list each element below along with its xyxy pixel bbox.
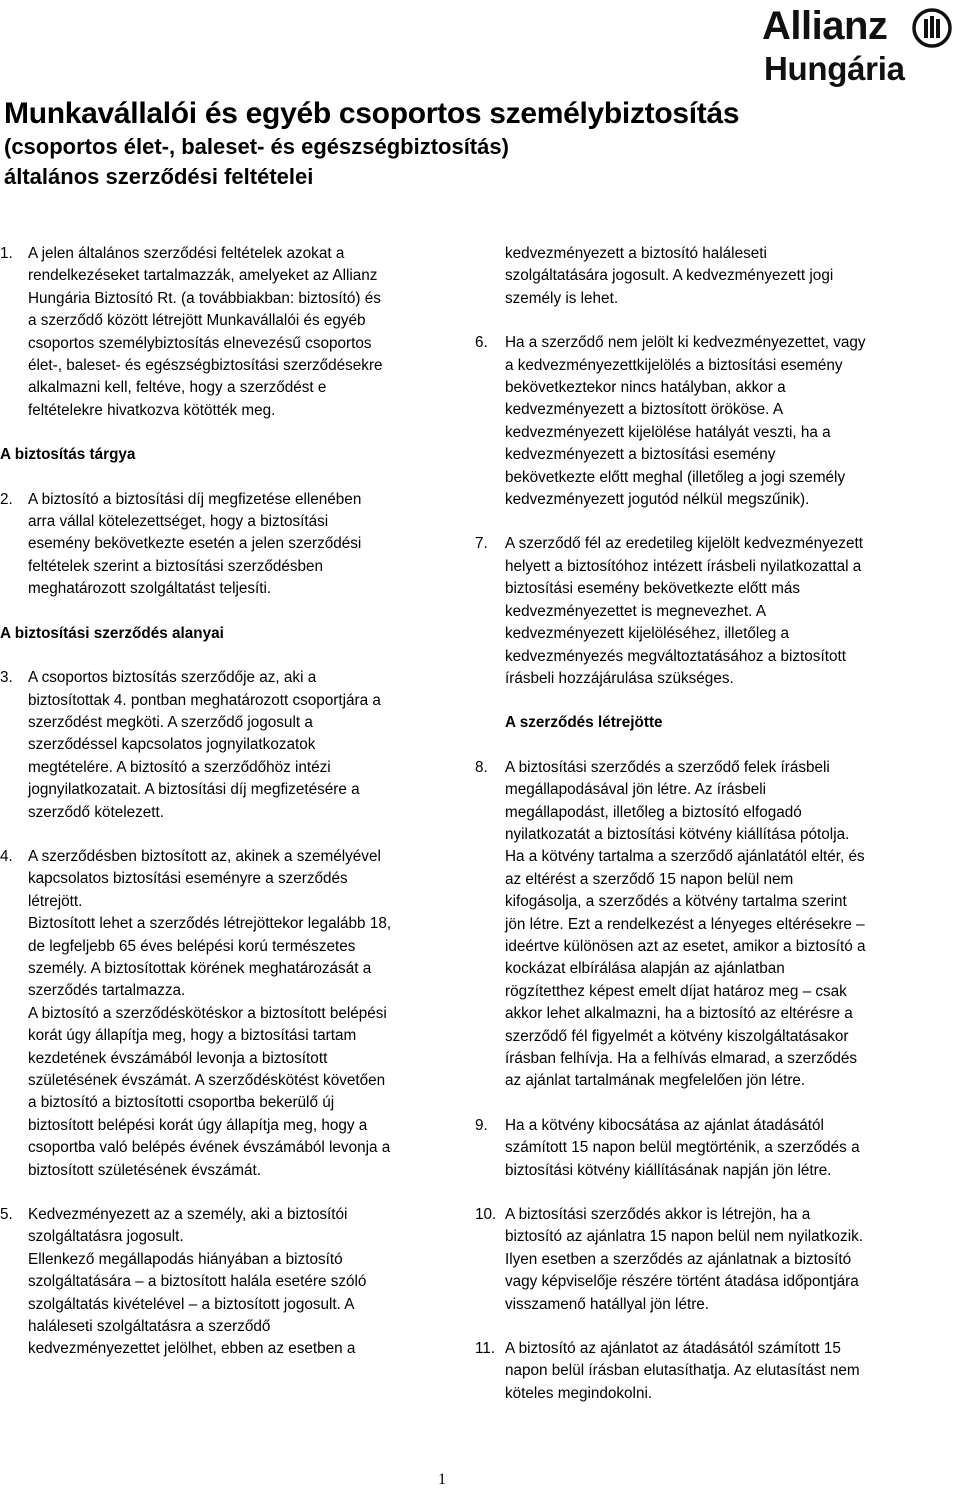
text-line: A csoportos biztosítás szerződője az, aki a	[28, 669, 317, 687]
paragraph-text	[28, 846, 445, 1182]
text-line: személy. A biztosítottak körének meghatározását a	[28, 959, 372, 977]
text-line: A jelen általános szerződési feltételek azokat a	[28, 245, 345, 262]
text-line: kedvezményezett kijelölése hatályát veszti, ha a	[505, 423, 831, 441]
paragraph-8	[475, 757, 895, 1093]
text-line: személy is lehet.	[505, 289, 619, 307]
paragraph-text	[28, 1204, 445, 1361]
text-line: szolgáltatás kivételével – a biztosított jogosult. A	[28, 1295, 355, 1313]
right-column	[475, 243, 895, 1427]
text-line: napon belül írásban elutasíthatja. Az elutasítást nem	[505, 1362, 860, 1380]
text-line: megállapodást, illetőleg a biztosító elfogadó	[505, 803, 802, 821]
paragraph-number: 10.	[475, 1206, 497, 1224]
text-line: A biztosítási szerződés a szerződő felek írásbeli	[505, 758, 830, 776]
text-line: rendelkezéseket tartalmazzák, amelyeket az Allianz	[28, 267, 378, 285]
text-line: kedvezményezett jogutód nélkül megszűnik).	[505, 491, 810, 509]
text-line: kedvezményezett kijelöléséhez, illetőleg a	[505, 625, 790, 643]
text-line: biztosítottak 4. pontban meghatározott csoportjára a	[28, 691, 381, 709]
paragraph-number: 1.	[0, 245, 13, 262]
text-line: rögzítetthez képest emelt díjat határoz meg – csak	[505, 982, 847, 1000]
text-line: szerződést megköti. A szerződő jogosult a	[28, 713, 313, 731]
paragraph-number: 9.	[475, 1116, 488, 1134]
text-line: de legfeljebb 65 éves belépési korú természetes	[28, 937, 356, 955]
text-line: írásban felhívja. Ha a felhívás elmarad, a szerződés	[505, 1050, 858, 1067]
text-line: alkalmazni kell, feltéve, hogy a szerződést e	[28, 379, 327, 397]
text-line: a szerződő között létrejött Munkavállalói és egyéb	[28, 312, 366, 330]
text-line: kedvezményezett a biztosító haláleseti	[505, 245, 767, 262]
paragraph-6	[475, 332, 895, 511]
text-line: vagy képviselője részére történt átadása időpontjára	[505, 1273, 859, 1291]
text-line: feltételek szerint a biztosítási szerződésben	[28, 557, 324, 575]
text-line: korát úgy állapítja meg, hogy a biztosítási tartam	[28, 1027, 357, 1045]
paragraph-number: 2.	[0, 490, 13, 508]
left-column	[0, 243, 445, 1383]
text-line: kedvezményezettet is megnevezhet. A	[505, 602, 767, 620]
text-line: az ajánlat tartalmának megfelelően jön létre.	[505, 1072, 806, 1090]
paragraph-number: 6.	[475, 334, 488, 352]
text-line: feltételekre hivatkozva kötötték meg.	[28, 401, 276, 419]
title-line-2: (csoportos élet-, baleset- és egészségbiztosítás)	[4, 134, 509, 159]
paragraph-3	[0, 667, 445, 824]
text-line: kezdetének évszámából levonja a biztosított	[28, 1049, 328, 1067]
title-line-1: Munkavállalói és egyéb csoportos személybiztosítás	[4, 97, 740, 130]
text-line: megtételére. A biztosító a szerződőhöz intézi	[28, 758, 331, 776]
logo-brand: Allianz	[762, 4, 888, 48]
text-line: csoportba való belépés évének évszámából levonja a	[28, 1139, 391, 1157]
text-line: szerződés tartalmazza.	[28, 982, 186, 1000]
text-line: A biztosító az ajánlatot az átadásától számított 15	[505, 1340, 841, 1358]
paragraph-number: 11.	[475, 1340, 496, 1358]
title-line-3: általános szerződési feltételei	[4, 164, 314, 189]
text-line: kockázat elbírálása alapján az ajánlatban	[505, 960, 785, 978]
text-line: biztosított belépési korát úgy állapítja meg, hogy a	[28, 1116, 368, 1134]
text-line: jön létre. Ezt a rendelkezést a lényeges eltérésekre –	[505, 915, 865, 933]
text-line: szerződéssel kapcsolatos jognyilatkozatok	[28, 736, 316, 754]
text-line: köteles megindokolni.	[505, 1384, 653, 1402]
paragraph-number: 3.	[0, 669, 13, 687]
paragraph-10	[475, 1204, 895, 1316]
text-line: kapcsolatos biztosítási eseményre a szerződés	[28, 870, 348, 888]
paragraph-1	[0, 243, 445, 422]
text-line: bekövetkezte előtt meghal (illetőleg a jogi személy	[505, 468, 846, 486]
allianz-eagle-icon	[912, 8, 952, 48]
text-line: a biztosító a biztosítotti csoportba bekerülő új	[28, 1094, 335, 1112]
text-line: kifogásolja, a szerződés a kötvény tartalma szerint	[505, 893, 847, 911]
text-line: esemény bekövetkezte esetén a jelen szerződési	[28, 535, 362, 553]
text-line: kedvezményezett a biztosított örököse. A	[505, 401, 784, 419]
text-line: megállapodásával jön létre. Az írásbeli	[505, 781, 767, 799]
paragraph-7	[475, 533, 895, 690]
paragraph-text	[28, 667, 445, 824]
text-line: szolgáltatására – a biztosított halála esetére szóló	[28, 1273, 367, 1291]
text-line: Biztosított lehet a szerződés létrejöttekor legalább 18,	[28, 915, 392, 933]
text-line: biztosítási esemény bekövetkezte előtt más	[505, 580, 801, 598]
section-heading-subject: A biztosítás tárgya	[0, 446, 136, 464]
text-line: nyilatkozatát a biztosítási kötvény kiállítása pótolja.	[505, 825, 850, 843]
text-line: biztosítási kötvény kiállításának napján jön létre.	[505, 1161, 832, 1179]
text-line: jognyilatkozatait. A biztosítási díj megfizetésére a	[28, 781, 360, 799]
text-line: A szerződésben biztosított az, akinek a személyével	[28, 847, 381, 865]
text-line: Ha a kötvény kibocsátása az ajánlat átadásától	[505, 1116, 824, 1134]
paragraph-9	[475, 1115, 895, 1182]
text-line: kedvezményezés megváltoztatásához a biztosított	[505, 647, 846, 665]
text-line: akkor lehet alkalmazni, ha a biztosító az eltérésre a	[505, 1005, 853, 1023]
paragraph-5	[0, 1204, 445, 1361]
section-heading-formation: A szerződés létrejötte	[505, 714, 663, 732]
paragraph-text	[505, 533, 895, 690]
logo-subtitle: Hungária	[764, 50, 905, 87]
paragraph-11	[475, 1338, 895, 1405]
document-title	[4, 96, 764, 192]
paragraph-text	[505, 1204, 895, 1316]
text-line: szolgáltatására jogosult. A kedvezményezett jogi	[505, 267, 834, 285]
text-line: haláleseti szolgáltatásra a szerződő	[28, 1318, 271, 1336]
paragraph-number: 8.	[475, 758, 488, 776]
paragraph-2	[0, 489, 445, 601]
text-line: Kedvezményezett az a személy, aki a biztosítói	[28, 1206, 348, 1224]
text-line: meghatározott szolgáltatást teljesíti.	[28, 580, 272, 598]
text-line: szerződő fél figyelmét a kötvény kiszolgáltatásakor	[505, 1027, 849, 1045]
text-line: biztosító az ajánlatra 15 napon belül nem nyilatkozik.	[505, 1228, 863, 1246]
text-line: bekövetkeztekor nincs hatályban, akkor a	[505, 379, 786, 397]
text-line: visszamenő hatállyal jön létre.	[505, 1295, 710, 1313]
paragraph-text	[505, 757, 895, 1093]
text-line: A biztosítási szerződés akkor is létrejön, ha a	[505, 1206, 811, 1224]
text-line: Ilyen esetben a szerződés az ajánlatnak a biztosító	[505, 1250, 852, 1268]
text-line: kedvezményezettet jelölhet, ebben az esetben a	[28, 1340, 356, 1358]
text-line: szolgáltatásra jogosult.	[28, 1228, 184, 1246]
text-line: biztosított születésének évszámát.	[28, 1161, 261, 1179]
text-line: az eltérést a szerződő 15 napon belül nem	[505, 870, 794, 888]
allianz-logo	[762, 4, 958, 90]
text-line: kedvezményezett a biztosítási esemény	[505, 446, 776, 464]
text-line: születésének évszámát. A szerződéskötést követően	[28, 1072, 386, 1089]
text-line: A szerződő fél az eredetileg kijelölt kedvezményezett	[505, 535, 863, 553]
paragraph-text	[505, 332, 895, 511]
paragraph-text	[505, 1115, 895, 1182]
text-line: ideértve különösen azt az esetet, amikor a biztosító a	[505, 937, 866, 955]
text-line: helyett a biztosítóhoz intézett írásbeli nyilatkozattal a	[505, 557, 862, 575]
text-line: élet-, baleset- és egészségbiztosítási szerződésekre	[28, 357, 383, 375]
text-line: Ha a szerződő nem jelölt ki kedvezményezettet, vagy	[505, 334, 866, 352]
paragraph-4	[0, 846, 445, 1182]
text-line: számított 15 napon belül megtörténik, a szerződés a	[505, 1139, 860, 1157]
text-line: csoportos személybiztosítás elnevezésű csoportos	[28, 334, 372, 352]
paragraph-number: 4.	[0, 847, 13, 865]
page-number: 1	[438, 1471, 446, 1488]
paragraph-text	[28, 243, 445, 422]
text-line: A biztosító a szerződéskötéskor a biztosított belépési	[28, 1004, 387, 1022]
text-line: szerződő kötelezett.	[28, 803, 165, 821]
section-heading-parties: A biztosítási szerződés alanyai	[0, 624, 224, 642]
text-line: Ellenkező megállapodás hiányában a biztosító	[28, 1250, 343, 1268]
text-line: Hungária Biztosító Rt. (a továbbiakban: biztosító) és	[28, 289, 381, 307]
text-line: Ha a kötvény tartalma a szerződő ajánlatától eltér, és	[505, 848, 865, 866]
text-line: a kedvezményezettkijelölés a biztosítási esemény	[505, 356, 843, 374]
paragraph-text	[28, 489, 445, 601]
paragraph-number: 7.	[475, 535, 488, 553]
paragraph-5-continued	[505, 243, 895, 310]
paragraph-number: 5.	[0, 1206, 13, 1224]
text-line: A biztosító a biztosítási díj megfizetése ellenében	[28, 490, 362, 508]
paragraph-text	[505, 1338, 895, 1405]
text-line: arra vállal kötelezettséget, hogy a biztosítási	[28, 513, 329, 531]
text-line: létrejött.	[28, 892, 83, 910]
text-line: írásbeli hozzájárulása szükséges.	[505, 669, 734, 687]
